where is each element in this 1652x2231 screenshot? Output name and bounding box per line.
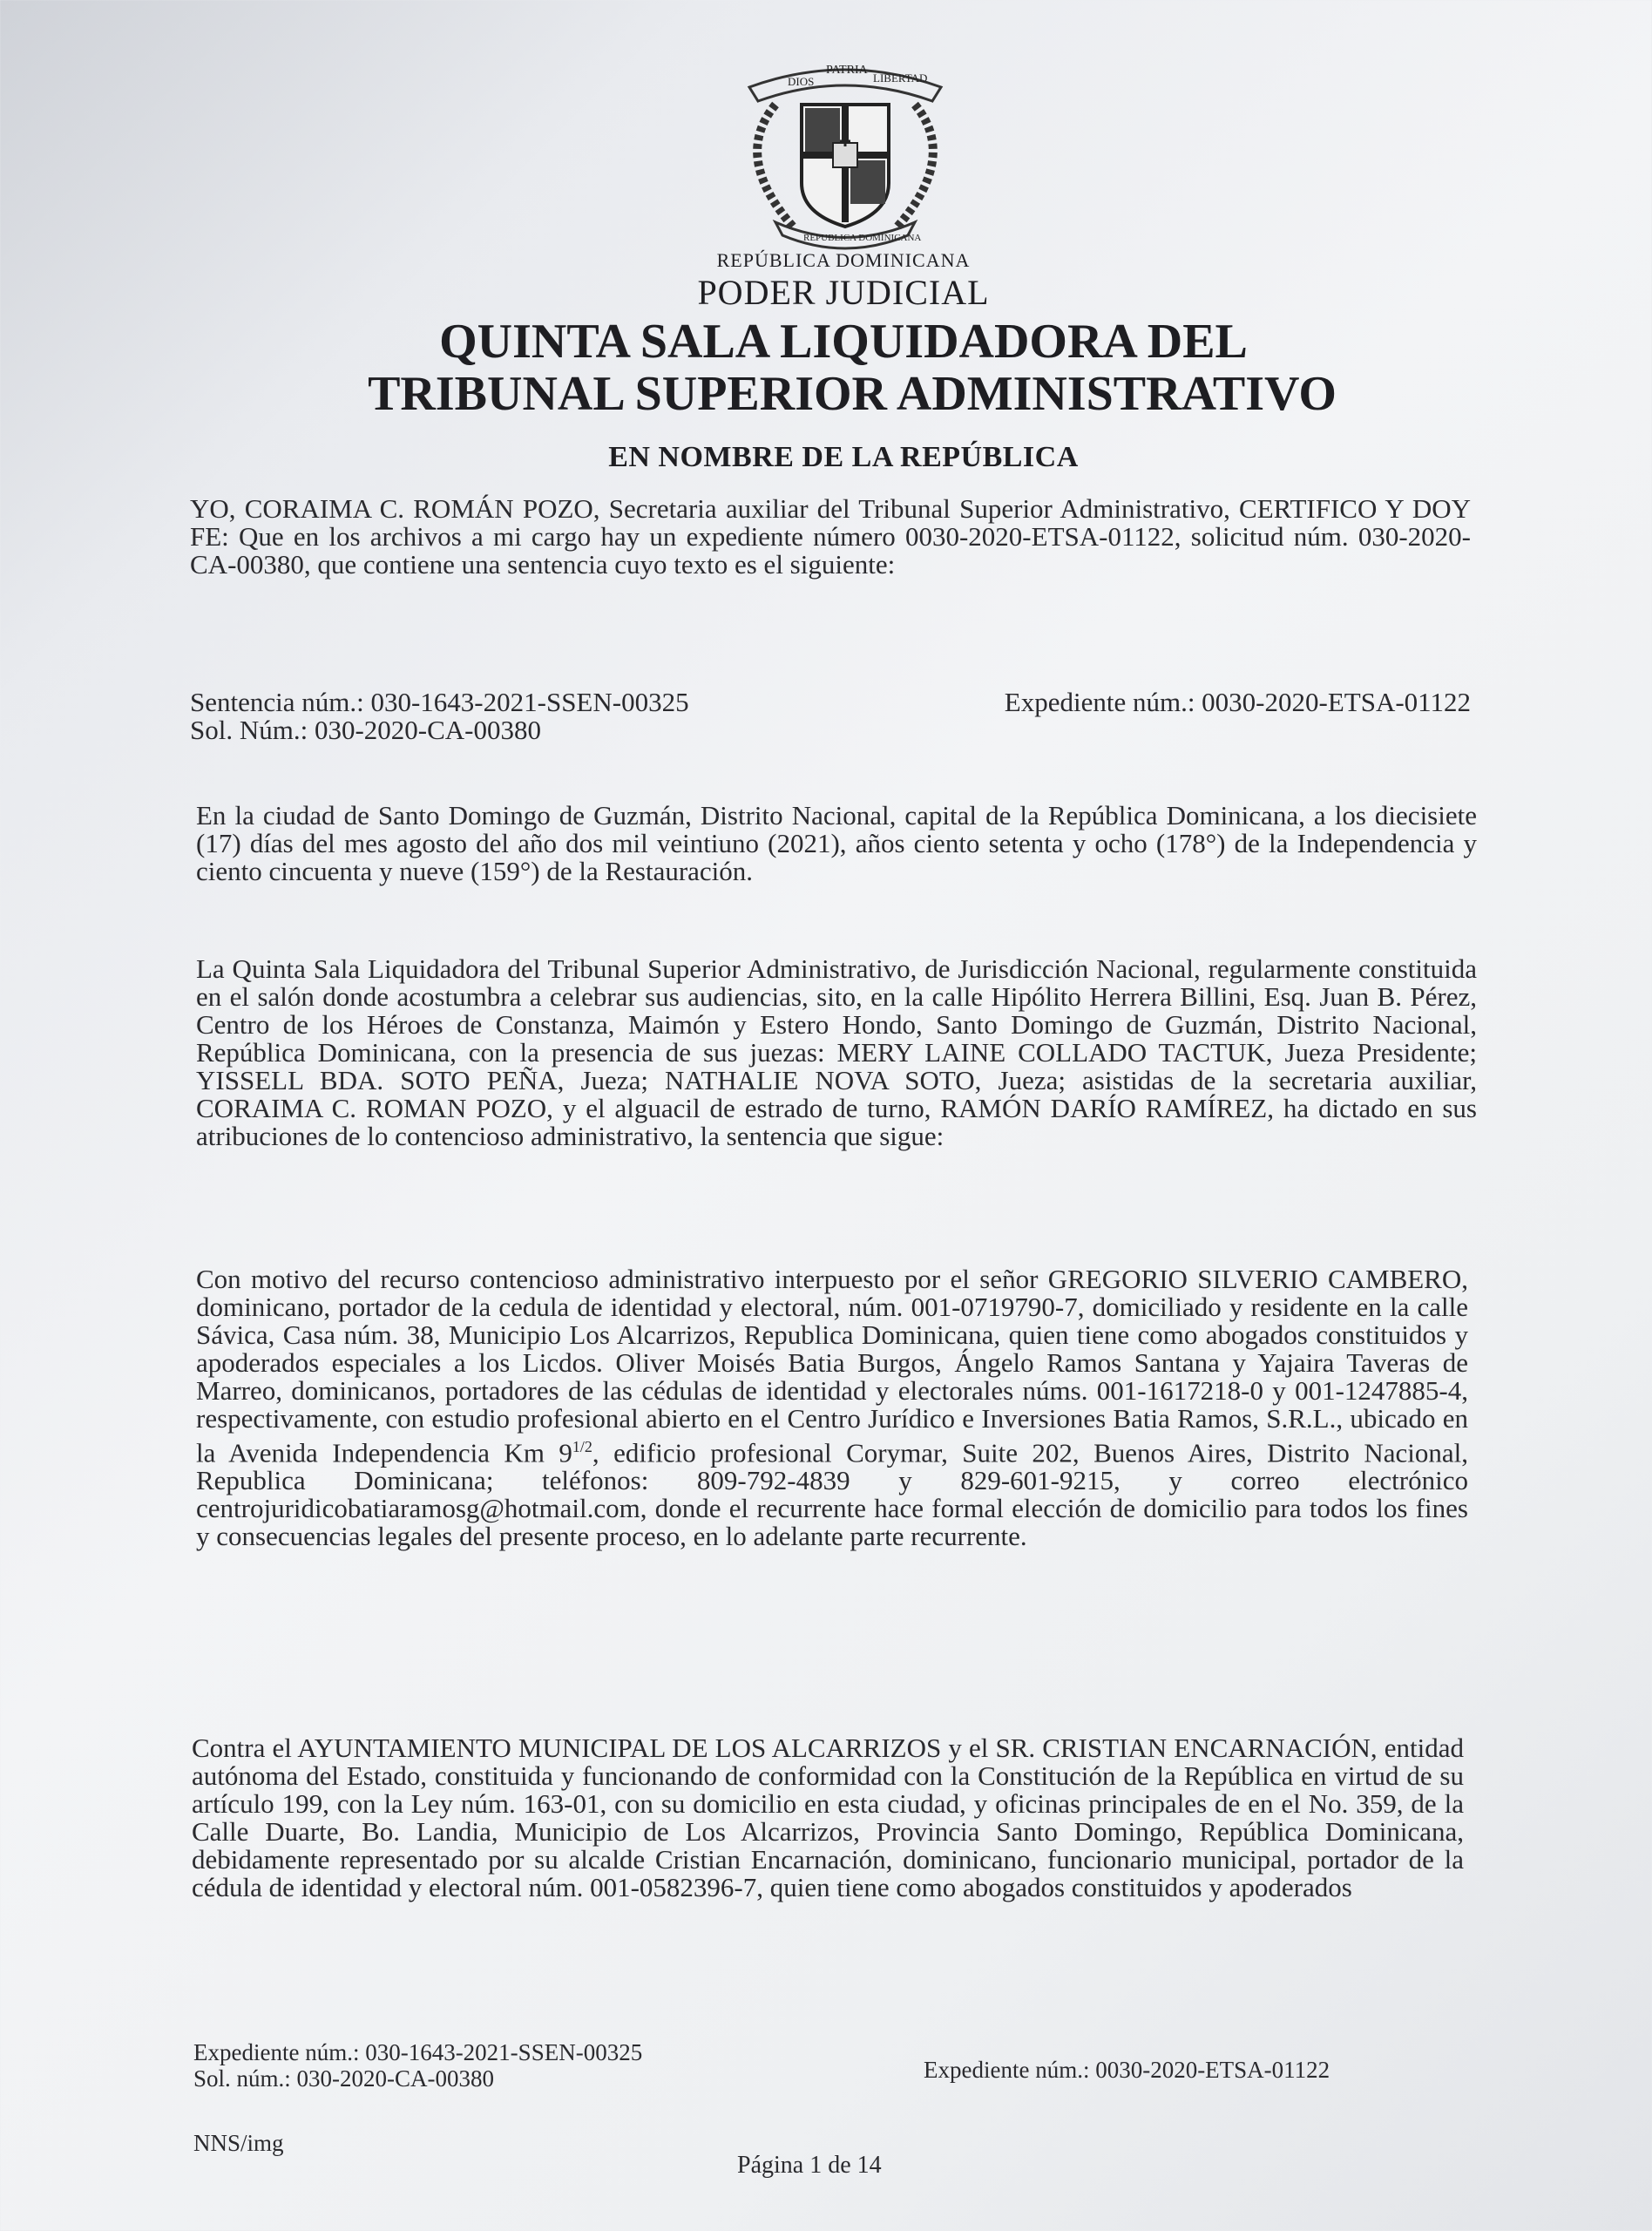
expediente-number: Expediente núm.: 0030-2020-ETSA-01122	[1004, 687, 1471, 717]
footer-left	[193, 2039, 803, 2092]
footer-sol: Sol. núm.: 030-2020-CA-00380	[193, 2065, 495, 2092]
solicitud-number: Sol. Núm.: 030-2020-CA-00380	[190, 715, 541, 745]
sentencia-number: Sentencia núm.: 030-1643-2021-SSEN-00325	[190, 687, 689, 717]
paragraph-recurrente	[196, 1265, 1468, 1550]
certification-intro: YO, CORAIMA C. ROMÁN POZO, Secretaria auxiliar del Tribunal Superior Administrativo, CERTIFICO Y DOY FE: Que en los archivos a mi cargo hay un expediente número 0030-2020-ETSA-01122, solicitud núm. 030-2020-CA-00380, que contiene una sentencia cuyo texto es el siguiente:	[190, 493, 1471, 580]
footer-expediente-left: Expediente núm.: 030-1643-2021-SSEN-00325	[193, 2039, 643, 2065]
header-republica: REPÚBLICA DOMINICANA	[716, 249, 971, 271]
motto-dios: DIOS	[788, 75, 815, 88]
footer-initials: NNS/img	[193, 2130, 284, 2156]
reference-block	[190, 688, 1471, 744]
page-number: Página 1 de 14	[737, 2152, 882, 2179]
header-title-line2: TRIBUNAL SUPERIOR ADMINISTRATIVO	[368, 367, 1337, 421]
header-en-nombre: EN NOMBRE DE LA REPÚBLICA	[608, 441, 1079, 473]
footer-expediente-right: Expediente núm.: 0030-2020-ETSA-01122	[924, 2057, 1330, 2083]
header-poder-judicial: PODER JUDICIAL	[697, 273, 990, 312]
paragraph-court: La Quinta Sala Liquidadora del Tribunal Superior Administrativo, de Jurisdicción Nacional, regularmente constituida en el salón donde acostumbra a celebrar sus audiencias, sito, en la calle Hipólito Herrera Billini, Esq. Juan B. Pérez, Centro de los Héroes de Constanza, Maimón y Estero Hondo, Santo Domingo de Guzmán, Distrito Nacional, República Dominicana, con la presencia de sus juezas: MERY LAINE COLLADO TACTUK, Jueza Presidente; YISSELL BDA. SOTO PEÑA, Jueza; NATHALIE NOVA SOTO, Jueza; asistidas de la secretaria auxiliar, CORAIMA C. ROMAN POZO, y el alguacil de estrado de turno, RAMÓN DARÍO RAMÍREZ, ha dictado en sus atribuciones de lo contencioso administrativo, la sentencia que sigue:	[196, 953, 1477, 1151]
paragraph-recurrido: Contra el AYUNTAMIENTO MUNICIPAL DE LOS ALCARRIZOS y el SR. CRISTIAN ENCARNACIÓN, entidad autónoma del Estado, constituida y funcionando de conformidad con la Constitución de la República en virtud de su artículo 199, con la Ley núm. 163-01, con su domicilio en esta ciudad, y oficinas principales de en el No. 359, de la Calle Duarte, Bo. Landia, Municipio de Los Alcarrizos, Provincia Santo Domingo, República Dominicana, debidamente representado por su alcalde Cristian Encarnación, dominicano, funcionario municipal, portador de la cédula de identidad y electoral núm. 001-0582396-7, quien tiene como abogados constituidos y apoderados	[192, 1733, 1464, 1902]
paragraph-recurrente-text: Con motivo del recurso contencioso administrativo interpuesto por el señor GREGORIO SILVERIO CAMBERO, dominicano, portador de la cedula de identidad y electoral, núm. 001-0719790-7, domiciliado y residente en la calle Sávica, Casa núm. 38, Municipio Los Alcarrizos, Republica Dominicana, quien tiene como abogados constituidos y apoderados especiales a los Licdos. Oliver Moisés Batia Burgos, Ángelo Ramos Santana y Yajaira Taveras de Marreo, dominicanos, portadores de las cédulas de identidad y electorales núms. 001-1617218-0 y 001-1247885-4, respectivamente, con estudio profesional abierto en el Centro Jurídico e Inversiones Batia Ramos, S.R.L., ubicado en la Avenida Independencia Km 9	[196, 1264, 1468, 1468]
motto-libertad: LIBERTAD	[873, 71, 928, 85]
header-title-line1: QUINTA SALA LIQUIDADORA DEL	[439, 315, 1248, 369]
km-superscript: 1/2	[572, 1438, 592, 1455]
seal-ribbon-text: REPUBLICA DOMINICANA	[803, 233, 922, 243]
paragraph-date: En la ciudad de Santo Domingo de Guzmán, Distrito Nacional, capital de la República Dominicana, a los diecisiete (17) días del mes agosto del año dos mil veintiuno (2021), años ciento setenta y ocho (178°) de la Independencia y ciento cincuenta y nueve (159°) de la Restauración.	[196, 800, 1477, 886]
motto-patria: PATRIA	[826, 64, 868, 77]
paragraph-recurrente-rest: , edificio profesional Corymar, Suite 202, Buenos Aires, Distrito Nacional, Republica Dominicana; teléfonos: 809-792-4839 y 829-601-9215, y correo electrónico centrojuridicobatiaramosg@hotmail.com, donde el recurrente hace formal elección de domicilio para todos los fines y consecuencias legales del presente proceso, en lo adelante parte recurrente.	[196, 1437, 1468, 1552]
coat-of-arms-seal	[714, 52, 976, 253]
